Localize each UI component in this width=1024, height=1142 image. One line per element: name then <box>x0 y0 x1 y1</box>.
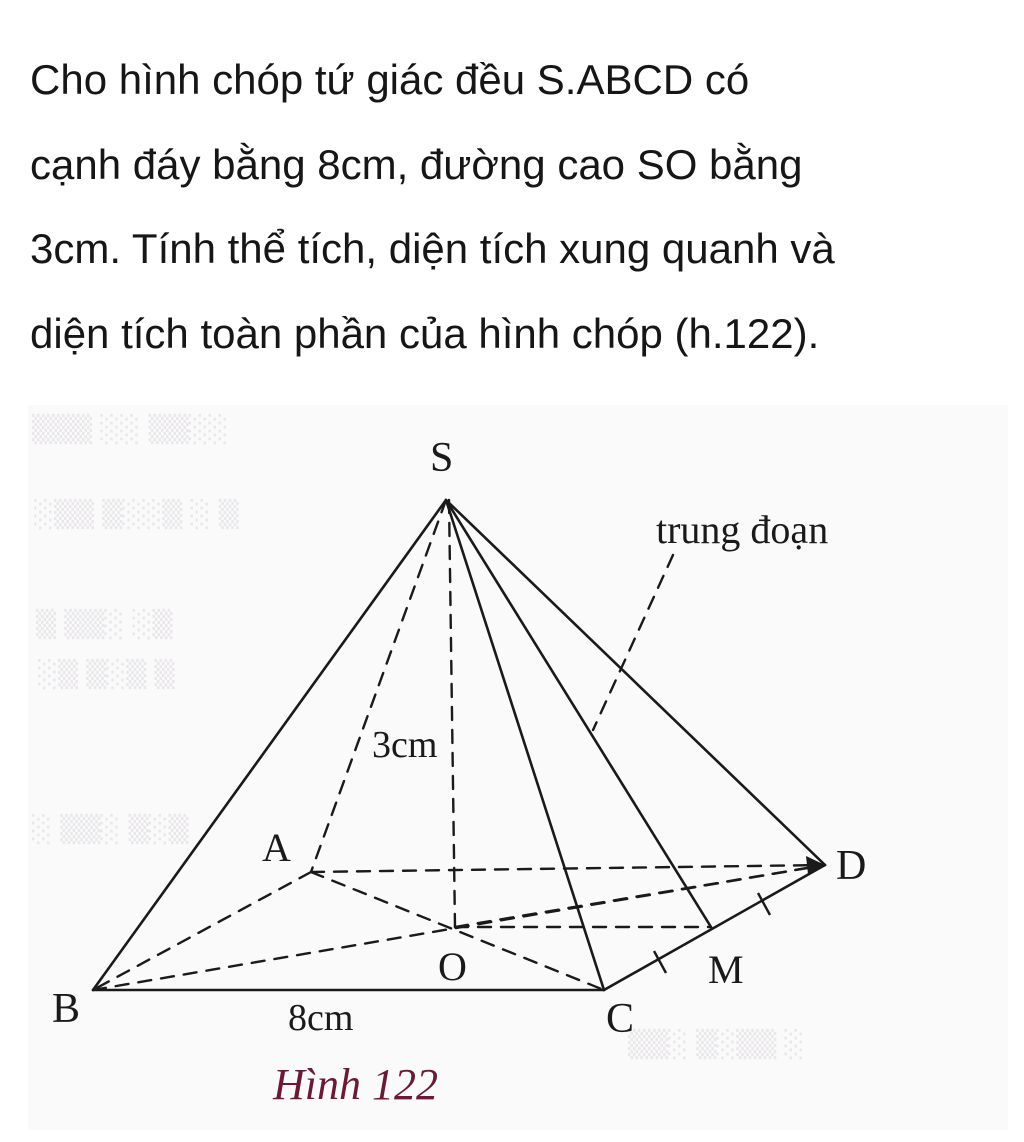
label-base-edge: 8cm <box>288 997 354 1039</box>
figure-caption: Hình 122 <box>273 1060 438 1109</box>
problem-line-1: Cho hình chóp tứ giác đều S.ABCD có <box>30 56 750 103</box>
problem-line-2: cạnh đáy bằng 8cm, đường cao SO bằng <box>30 140 803 188</box>
bleed-through-texture: ▒▒▒ ░░ ▒▒░░ <box>32 415 229 445</box>
pyramid-figure <box>28 405 1008 1130</box>
label-m: M <box>708 947 744 992</box>
label-c: C <box>606 996 635 1042</box>
bleed-through-texture: ▒▒░ ▒░▒▒ ░ <box>628 1030 805 1060</box>
bleed-through-texture: ░ ▒▒░ ▒░▒ <box>32 815 189 845</box>
edge-ad <box>311 865 825 872</box>
edge-ab <box>93 872 311 990</box>
edge-sd <box>446 500 825 865</box>
height-so <box>449 500 455 927</box>
problem-statement <box>30 38 1000 376</box>
label-height: 3cm <box>372 724 438 766</box>
label-a: A <box>262 825 291 870</box>
problem-line-4: diện tích toàn phần của hình chóp (h.122). <box>30 309 820 357</box>
label-d: D <box>836 843 867 889</box>
bleed-through-texture: ░▒▒ ▒░░▒ ░ ▒ <box>34 500 239 530</box>
problem-line-3: 3cm. Tính thể tích, diện tích xung quanh và <box>30 225 835 272</box>
label-s: S <box>430 435 454 481</box>
label-o: O <box>438 944 467 989</box>
bleed-through-texture: ░▒ ▒░▒ ▒ <box>38 660 175 690</box>
apothem-pointer <box>593 555 673 730</box>
label-slant-height: trung đoạn <box>656 507 829 552</box>
bleed-through-texture: ▒ ▒▒░ ░▒ <box>36 610 173 640</box>
edge-sa <box>311 500 446 872</box>
label-b: B <box>52 986 81 1032</box>
pyramid-diagram <box>28 405 1008 1130</box>
apothem-sm <box>446 500 711 927</box>
